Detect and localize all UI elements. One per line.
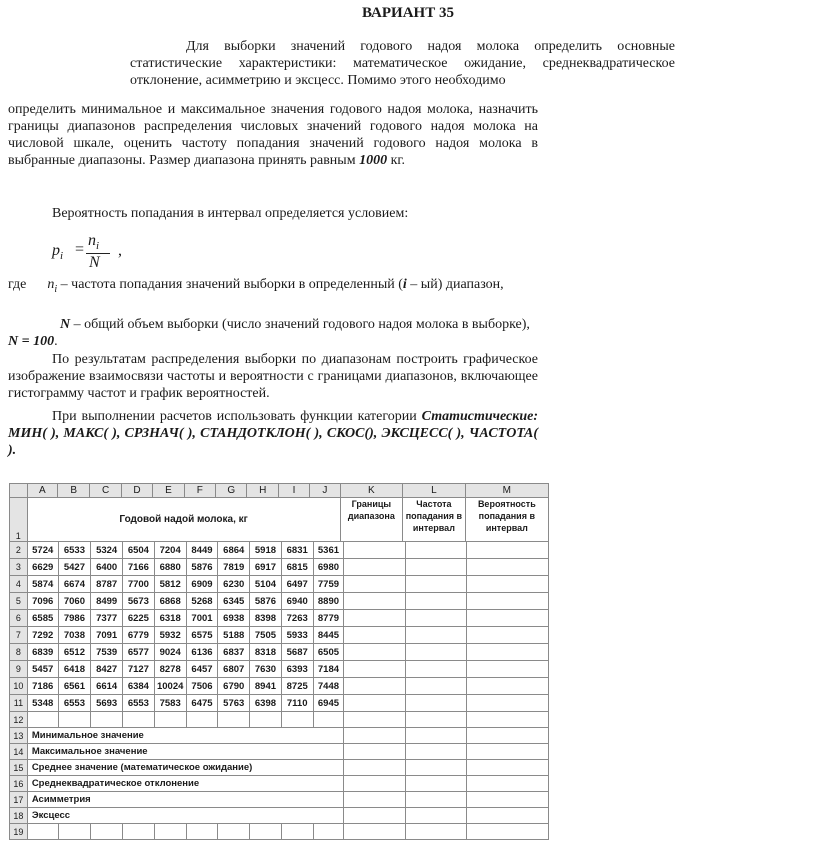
data-cell[interactable]: 5724 [27, 542, 58, 559]
range-size-unit: кг. [387, 153, 406, 168]
row-header[interactable]: 13 [10, 728, 28, 744]
column-header[interactable]: J [310, 484, 340, 498]
page-title: ВАРИАНТ 35 [362, 5, 454, 21]
data-cell[interactable]: 7448 [313, 678, 344, 695]
symbol-N: N [60, 317, 71, 332]
empty-cell[interactable] [467, 678, 549, 695]
empty-cell[interactable] [467, 824, 549, 840]
data-cell[interactable]: 6504 [123, 542, 155, 559]
table-row [10, 627, 549, 644]
data-cell[interactable]: 6909 [186, 576, 218, 593]
data-cell[interactable]: 5933 [281, 627, 313, 644]
data-cell[interactable]: 8725 [281, 678, 313, 695]
data-cell[interactable]: 7539 [91, 644, 123, 661]
header-range-bounds[interactable]: Границы диапазона [340, 498, 403, 542]
data-cell[interactable]: 7091 [91, 627, 123, 644]
index-i: i [402, 277, 407, 292]
empty-cell[interactable] [313, 712, 344, 728]
row-header[interactable]: 2 [10, 542, 28, 559]
empty-cell[interactable] [405, 760, 466, 776]
data-cell[interactable]: 7819 [218, 559, 250, 576]
data-cell[interactable]: 5876 [186, 559, 218, 576]
data-cell[interactable]: 5361 [313, 542, 344, 559]
data-cell[interactable]: 5348 [27, 695, 58, 712]
data-cell[interactable]: 7700 [123, 576, 155, 593]
empty-cell[interactable] [405, 678, 466, 695]
data-cell[interactable]: 5457 [27, 661, 58, 678]
empty-cell[interactable] [218, 824, 250, 840]
data-cell[interactable]: 7127 [123, 661, 155, 678]
table-row [10, 744, 549, 760]
table-row [10, 695, 549, 712]
data-cell[interactable]: 6917 [250, 559, 282, 576]
empty-cell[interactable] [405, 610, 466, 627]
data-cell[interactable]: 5188 [218, 627, 250, 644]
empty-cell[interactable] [186, 824, 218, 840]
data-cell[interactable]: 9024 [154, 644, 186, 661]
paragraph-graph-task: По результатам распределения выборки по диапазонам построить графическое изображение взаимосвязи частоты и вероятности с границами диапазонов, включающее гистограмму частот и график вероятностей. [8, 352, 538, 401]
row-header[interactable]: 10 [10, 678, 28, 695]
empty-cell[interactable] [123, 824, 155, 840]
data-cell[interactable]: 6230 [218, 576, 250, 593]
data-cell[interactable]: 6940 [281, 593, 313, 610]
empty-cell[interactable] [405, 627, 466, 644]
column-header[interactable]: B [58, 484, 90, 498]
data-cell[interactable]: 6505 [313, 644, 344, 661]
table-row [10, 610, 549, 627]
empty-cell[interactable] [467, 593, 549, 610]
data-cell[interactable]: 6475 [186, 695, 218, 712]
empty-cell[interactable] [405, 728, 466, 744]
data-cell[interactable]: 7377 [91, 610, 123, 627]
data-cell[interactable]: 8398 [250, 610, 282, 627]
empty-cell[interactable] [154, 712, 186, 728]
stat-label[interactable]: Среднее значение (математическое ожидание) [27, 760, 344, 776]
data-cell[interactable]: 6815 [281, 559, 313, 576]
empty-cell[interactable] [467, 576, 549, 593]
empty-cell[interactable] [344, 760, 405, 776]
formula-denominator: N [89, 254, 100, 271]
empty-cell[interactable] [467, 808, 549, 824]
column-header[interactable]: K [340, 484, 403, 498]
data-cell[interactable]: 5687 [281, 644, 313, 661]
empty-cell[interactable] [405, 593, 466, 610]
data-cell[interactable]: 6945 [313, 695, 344, 712]
empty-cell[interactable] [405, 744, 466, 760]
row-header[interactable]: 7 [10, 627, 28, 644]
data-cell[interactable]: 6807 [218, 661, 250, 678]
formula-numerator: $n_i$ [88, 232, 100, 253]
data-cell[interactable]: 7292 [27, 627, 58, 644]
empty-cell[interactable] [405, 559, 466, 576]
data-cell[interactable]: 6318 [154, 610, 186, 627]
data-cell[interactable]: 5918 [250, 542, 282, 559]
empty-cell[interactable] [313, 824, 344, 840]
empty-cell[interactable] [405, 776, 466, 792]
row-header[interactable]: 15 [10, 760, 28, 776]
empty-cell[interactable] [250, 824, 282, 840]
row-header[interactable]: 18 [10, 808, 28, 824]
data-cell[interactable]: 8278 [154, 661, 186, 678]
empty-cell[interactable] [344, 559, 405, 576]
row-header[interactable]: 5 [10, 593, 28, 610]
data-cell[interactable]: 6512 [58, 644, 91, 661]
empty-cell[interactable] [218, 712, 250, 728]
empty-cell[interactable] [250, 712, 282, 728]
empty-cell[interactable] [344, 776, 405, 792]
table-row [10, 661, 549, 678]
paragraph-probability: Вероятность попадания в интервал определяется условием: [52, 206, 409, 221]
empty-cell[interactable] [405, 808, 466, 824]
data-cell[interactable]: 6225 [123, 610, 155, 627]
data-cell[interactable]: 8890 [313, 593, 344, 610]
probability-formula [52, 232, 172, 272]
empty-cell[interactable] [405, 542, 466, 559]
row-header[interactable]: 8 [10, 644, 28, 661]
data-cell[interactable]: 6533 [58, 542, 91, 559]
sample-size-value: N = 100 [8, 334, 55, 349]
spreadsheet-grid [9, 483, 549, 542]
row-header[interactable]: 3 [10, 559, 28, 576]
data-cell[interactable]: 7986 [58, 610, 91, 627]
row-header[interactable]: 19 [10, 824, 28, 840]
data-cell[interactable]: 6614 [91, 678, 123, 695]
data-cell[interactable]: 6575 [186, 627, 218, 644]
empty-cell[interactable] [467, 712, 549, 728]
data-cell[interactable]: 6839 [27, 644, 58, 661]
where-N-text: – общий объем выборки (число значений годового надоя молока в выборке), [70, 317, 530, 332]
data-cell[interactable]: 6561 [58, 678, 91, 695]
empty-cell[interactable] [344, 792, 405, 808]
empty-cell[interactable] [344, 644, 405, 661]
data-cell[interactable]: 6577 [123, 644, 155, 661]
row-header[interactable]: 4 [10, 576, 28, 593]
empty-cell[interactable] [344, 542, 405, 559]
data-cell[interactable]: 5693 [91, 695, 123, 712]
where-n-text: – частота попадания значений выборки в определенный ( [57, 277, 403, 292]
data-cell[interactable]: 6980 [313, 559, 344, 576]
data-cell[interactable]: 6418 [58, 661, 91, 678]
empty-cell[interactable] [467, 695, 549, 712]
data-cell[interactable]: 5932 [154, 627, 186, 644]
row-header[interactable]: 12 [10, 712, 28, 728]
data-cell[interactable]: 7186 [27, 678, 58, 695]
empty-cell[interactable] [27, 712, 58, 728]
empty-cell[interactable] [344, 695, 405, 712]
paragraph-where-N: N – общий объем выборки (число значений годового надоя молока в выборке), N = 100. [8, 317, 530, 349]
empty-cell[interactable] [405, 824, 466, 840]
empty-cell[interactable] [467, 644, 549, 661]
data-cell[interactable]: 7583 [154, 695, 186, 712]
formula-comma: , [118, 242, 122, 259]
empty-cell[interactable] [154, 824, 186, 840]
data-cell[interactable]: 5324 [91, 542, 123, 559]
data-cell[interactable]: 7204 [154, 542, 186, 559]
data-cell[interactable]: 7001 [186, 610, 218, 627]
data-rows [9, 541, 549, 840]
data-cell[interactable]: 8779 [313, 610, 344, 627]
empty-cell[interactable] [344, 728, 405, 744]
empty-cell[interactable] [344, 627, 405, 644]
data-cell[interactable]: 7060 [58, 593, 91, 610]
header-frequency[interactable]: Частота попадания в интервал [403, 498, 466, 542]
data-cell[interactable]: 6553 [123, 695, 155, 712]
data-cell[interactable]: 8427 [91, 661, 123, 678]
stat-label[interactable]: Асимметрия [27, 792, 344, 808]
data-cell[interactable]: 7166 [123, 559, 155, 576]
data-cell[interactable]: 6384 [123, 678, 155, 695]
table-row [10, 678, 549, 695]
data-cell[interactable]: 5763 [218, 695, 250, 712]
column-header[interactable]: M [465, 484, 548, 498]
data-cell[interactable]: 10024 [154, 678, 186, 695]
column-header[interactable]: E [153, 484, 184, 498]
data-cell[interactable]: 7630 [250, 661, 282, 678]
stat-label[interactable]: Максимальное значение [27, 744, 344, 760]
column-header[interactable]: G [216, 484, 247, 498]
spreadsheet [9, 483, 549, 837]
data-cell[interactable]: 5812 [154, 576, 186, 593]
stat-label[interactable]: Среднеквадратическое отклонение [27, 776, 344, 792]
data-cell[interactable]: 8499 [91, 593, 123, 610]
table-row [10, 712, 549, 728]
row-header[interactable]: 6 [10, 610, 28, 627]
data-cell[interactable]: 5876 [250, 593, 282, 610]
data-cell[interactable]: 7184 [313, 661, 344, 678]
data-cell[interactable]: 8449 [186, 542, 218, 559]
empty-cell[interactable] [467, 744, 549, 760]
empty-cell[interactable] [467, 610, 549, 627]
column-header[interactable]: F [184, 484, 215, 498]
data-cell[interactable]: 8787 [91, 576, 123, 593]
data-cell[interactable]: 5104 [250, 576, 282, 593]
data-cell[interactable]: 8318 [250, 644, 282, 661]
data-cell[interactable]: 6345 [218, 593, 250, 610]
column-header[interactable]: H [247, 484, 278, 498]
empty-cell[interactable] [467, 760, 549, 776]
data-cell[interactable]: 6400 [91, 559, 123, 576]
empty-cell[interactable] [405, 576, 466, 593]
header-milk-yield[interactable]: Годовой надой молока, кг [27, 498, 340, 542]
empty-cell[interactable] [405, 644, 466, 661]
data-cell[interactable]: 7110 [281, 695, 313, 712]
data-cell[interactable]: 8445 [313, 627, 344, 644]
empty-cell[interactable] [467, 542, 549, 559]
data-cell[interactable]: 5673 [123, 593, 155, 610]
data-cell[interactable]: 7506 [186, 678, 218, 695]
data-cell[interactable]: 7505 [250, 627, 282, 644]
paragraph-task-text: определить минимальное и максимальное значения годового надоя молока, назначить границы диапазонов распределения числовых значений годового надоя молока на числовой шкале, оценить частоту попадания значений годового надоя молока в выбранные диапазоны. Размер диапазона принять равным [8, 102, 538, 168]
data-cell[interactable]: 6585 [27, 610, 58, 627]
symbol-n: $n_i$ [47, 277, 58, 295]
paragraph-task [8, 101, 538, 169]
empty-cell[interactable] [467, 661, 549, 678]
empty-cell[interactable] [405, 661, 466, 678]
data-cell[interactable]: 6398 [250, 695, 282, 712]
column-header[interactable]: D [121, 484, 152, 498]
empty-cell[interactable] [344, 593, 405, 610]
table-row [10, 576, 549, 593]
data-cell[interactable]: 6868 [154, 593, 186, 610]
range-size-value: 1000 [359, 153, 388, 168]
corner-cell[interactable] [10, 484, 28, 498]
empty-cell[interactable] [405, 712, 466, 728]
data-cell[interactable]: 7263 [281, 610, 313, 627]
empty-cell[interactable] [467, 627, 549, 644]
stat-label[interactable]: Минимальное значение [27, 728, 344, 744]
where-word: где [8, 277, 27, 292]
table-row [10, 824, 549, 840]
data-cell[interactable]: 6674 [58, 576, 91, 593]
empty-cell[interactable] [123, 712, 155, 728]
row-header[interactable]: 16 [10, 776, 28, 792]
column-header[interactable]: C [90, 484, 121, 498]
empty-cell[interactable] [344, 661, 405, 678]
data-cell[interactable]: 6831 [281, 542, 313, 559]
column-header[interactable]: A [27, 484, 57, 498]
data-cell[interactable]: 6629 [27, 559, 58, 576]
empty-cell[interactable] [344, 744, 405, 760]
paragraph-where-n [8, 276, 538, 298]
data-cell[interactable]: 6864 [218, 542, 250, 559]
empty-cell[interactable] [405, 695, 466, 712]
functions-intro: При выполнении расчетов использовать функции категории [52, 409, 422, 424]
empty-cell[interactable] [58, 712, 91, 728]
table-row [10, 593, 549, 610]
empty-cell[interactable] [281, 824, 313, 840]
empty-cell[interactable] [27, 824, 58, 840]
data-cell[interactable]: 5874 [27, 576, 58, 593]
empty-cell[interactable] [405, 792, 466, 808]
row-header[interactable]: 17 [10, 792, 28, 808]
table-row [10, 728, 549, 744]
row-header[interactable]: 9 [10, 661, 28, 678]
empty-cell[interactable] [344, 808, 405, 824]
data-cell[interactable]: 6553 [58, 695, 91, 712]
data-cell[interactable]: 6393 [281, 661, 313, 678]
empty-cell[interactable] [344, 824, 405, 840]
empty-cell[interactable] [344, 610, 405, 627]
empty-cell[interactable] [344, 576, 405, 593]
empty-cell[interactable] [467, 559, 549, 576]
table-row [10, 559, 549, 576]
table-row [10, 760, 549, 776]
paragraph-functions [8, 408, 538, 459]
data-cell[interactable]: 6938 [218, 610, 250, 627]
empty-cell[interactable] [281, 712, 313, 728]
functions-list: Статистические: МИН( ), МАКС( ), СРЗНАЧ( ), СТАНДОТКЛОН( ), СКОС(), ЭКСЦЕСС( ), ЧАСТОТА( ). [8, 409, 538, 458]
data-cell[interactable]: 5427 [58, 559, 91, 576]
column-header[interactable]: L [403, 484, 466, 498]
empty-cell[interactable] [91, 712, 123, 728]
empty-cell[interactable] [91, 824, 123, 840]
table-row [10, 808, 549, 824]
data-cell[interactable]: 6136 [186, 644, 218, 661]
formula-lhs: $p_i$ [52, 242, 64, 263]
where-n-text-end: – ый) диапазон, [406, 277, 504, 292]
data-cell[interactable]: 5268 [186, 593, 218, 610]
table-row [10, 542, 549, 559]
data-cell[interactable]: 6457 [186, 661, 218, 678]
empty-cell[interactable] [467, 728, 549, 744]
data-cell[interactable]: 8941 [250, 678, 282, 695]
data-cell[interactable]: 6880 [154, 559, 186, 576]
empty-cell[interactable] [186, 712, 218, 728]
empty-cell[interactable] [58, 824, 91, 840]
table-row [10, 644, 549, 661]
data-cell[interactable]: 6790 [218, 678, 250, 695]
column-header[interactable]: I [278, 484, 309, 498]
data-cell[interactable]: 7759 [313, 576, 344, 593]
paragraph-intro: Для выборки значений годового надоя молока определить основные статистические характеристики: математическое ожидание, среднеквадратическое отклонение, асимметрию и эксцесс. Помимо этого необходимо [130, 39, 675, 88]
header-probability[interactable]: Вероятность попадания в интервал [465, 498, 548, 542]
empty-cell[interactable] [344, 712, 405, 728]
data-cell[interactable]: 6779 [123, 627, 155, 644]
row-header[interactable]: 1 [10, 498, 28, 542]
empty-cell[interactable] [467, 792, 549, 808]
data-cell[interactable]: 6837 [218, 644, 250, 661]
row-header[interactable]: 14 [10, 744, 28, 760]
row-header[interactable]: 11 [10, 695, 28, 712]
data-cell[interactable]: 6497 [281, 576, 313, 593]
empty-cell[interactable] [344, 678, 405, 695]
stat-label[interactable]: Эксцесс [27, 808, 344, 824]
table-row [10, 776, 549, 792]
table-row [10, 792, 549, 808]
formula-equals: = [75, 241, 85, 258]
data-cell[interactable]: 7038 [58, 627, 91, 644]
data-cell[interactable]: 7096 [27, 593, 58, 610]
empty-cell[interactable] [467, 776, 549, 792]
